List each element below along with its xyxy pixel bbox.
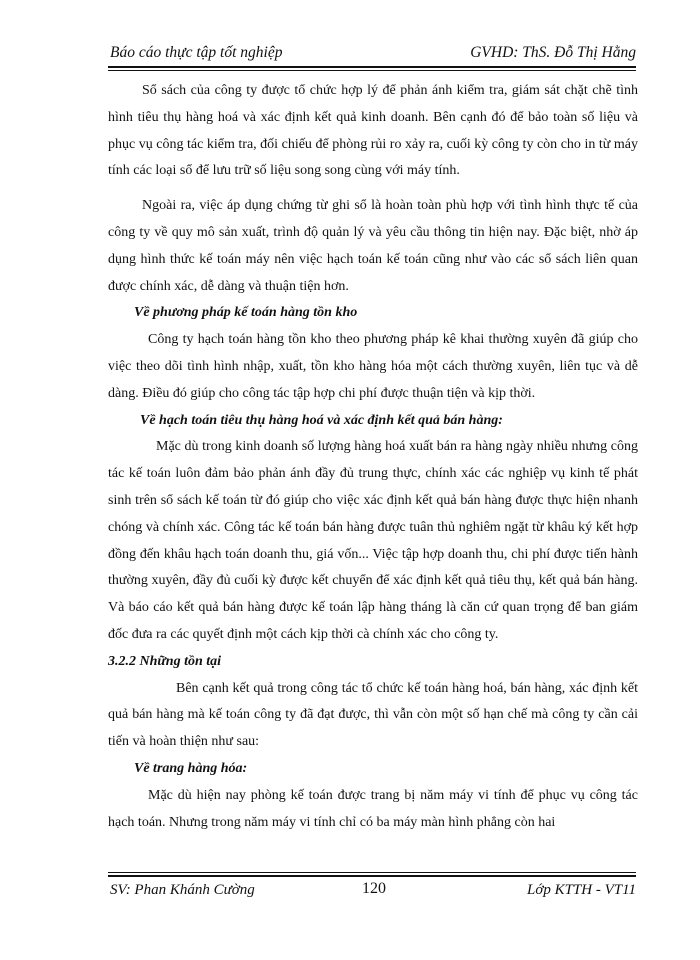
student-name: SV: Phan Khánh Cường (110, 882, 255, 898)
page-header (108, 44, 636, 70)
supervisor: GVHD: ThS. Đỗ Thị Hằng (470, 44, 636, 61)
paragraph-shortcomings: Bên cạnh kết quả trong công tác tổ chức kế toán hàng hoá, bán hàng, xác định kết quả bán hàng mà kế toán công ty đã đạt được, thì vẫn còn một số hạn chế mà công ty cần cải tiến và hoàn thiện như sau: (108, 680, 638, 750)
paragraph-inventory: Công ty hạch toán hàng tồn kho theo phương pháp kê khai thường xuyên đã giúp cho việc theo dõi tình hình nhập, xuất, tồn kho hàng hóa một cách thường xuyên, liên tục và dễ dàng. Điều đó giúp cho công tác tập hợp chi phí được thuận tiện và kịp thời. (108, 332, 638, 401)
footer-rule-thin (108, 872, 636, 873)
page-body (108, 78, 638, 836)
page-footer (108, 872, 636, 902)
report-title: Báo cáo thực tập tốt nghiệp (110, 44, 283, 61)
heading-inventory-method: Về phương pháp kế toán hàng tồn kho (134, 305, 358, 321)
header-rule-thin (108, 70, 636, 71)
paragraph-equipment: Mặc dù hiện nay phòng kế toán được trang bị năm máy vi tính để phục vụ công tác hạch toán. Nhưng trong năm máy vi tính chỉ có ba máy màn hình phẳng còn hai (108, 787, 638, 830)
page-number: 120 (362, 880, 386, 897)
heading-equipment: Về trang hàng hóa: (134, 760, 248, 776)
footer-rule-thick (108, 875, 636, 877)
class-code: Lớp KTTH - VT11 (526, 882, 636, 898)
paragraph-sales: Mặc dù trong kinh doanh số lượng hàng hoá xuất bán ra hàng ngày nhiều nhưng công tác kế toán luôn đảm bảo phản ánh đầy đủ trung thực, chính xác các nghiệp vụ kinh tế phát sinh trên sổ sách kế toán từ đó giúp cho việc xác định kết quả bán hàng được thực hiện nhanh chóng và chính xác. Công tác kế toán bán hàng được tuân thủ nghiêm ngặt từ khâu ký kết hợp đồng đến khâu hạch toán doanh thu, giá vốn... Việc tập hợp doanh thu, chi phí được tiến hành thường xuyên, đầy đủ cuối kỳ được kết chuyển để xác định kết quả tiêu thụ, kết quả bán hàng. Và báo cáo kết quả bán hàng được kế toán lập hàng tháng là căn cứ quan trọng để ban giám đốc đưa ra các quyết định một cách kịp thời cà chính xác cho công ty. (108, 439, 638, 642)
section-heading-shortcomings: 3.2.2 Những tồn tại (108, 653, 222, 669)
heading-sales-accounting: Về hạch toán tiêu thụ hàng hoá và xác định kết quả bán hàng: (140, 412, 503, 428)
header-rule-thick (108, 66, 636, 68)
paragraph-vouchers: Ngoài ra, việc áp dụng chứng từ ghi sổ là hoàn toàn phù hợp với tình hình thực tế của công ty về quy mô sản xuất, trình độ quản lý và yêu cầu thông tin hiện nay. Đặc biệt, nhờ áp dụng hình thức kế toán máy nên việc hạch toán kế toán cũng như vào các sổ sách liên quan được chính xác, dễ dàng và thuận tiện hơn. (108, 198, 638, 294)
paragraph-records: Sổ sách của công ty được tổ chức hợp lý để phản ánh kiểm tra, giám sát chặt chẽ tình hình tiêu thụ hàng hoá và xác định kết quả kinh doanh. Bên cạnh đó để bảo toàn số liệu và phục vụ công tác kiểm tra, đối chiếu để phòng rủi ro xảy ra, cuối kỳ công ty còn cho in từ máy tính các loại sổ để lưu trữ số liệu song song cùng với máy tính. (108, 83, 638, 179)
